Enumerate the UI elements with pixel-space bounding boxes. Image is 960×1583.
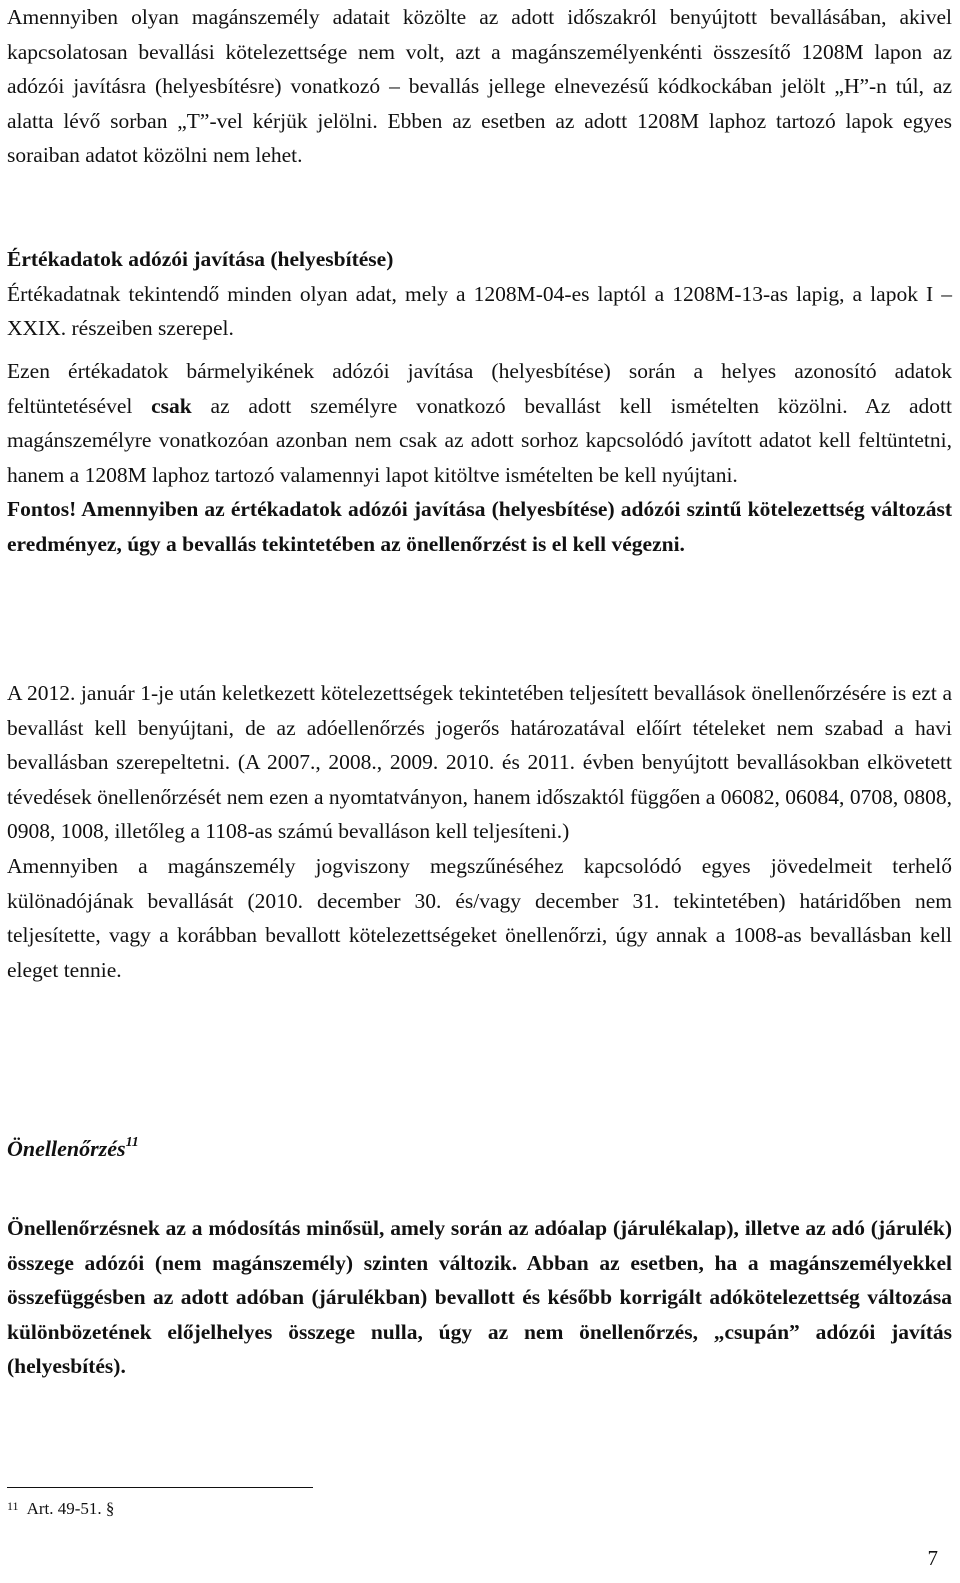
paragraph-text: Ezen értékadatok bármelyikének adózói javítása (helyesbítése) során a helyes azonosító adatok feltüntetésével bbox=[7, 359, 952, 418]
paragraph-text: Amennyiben a magánszemély jogviszony megszűnéséhez kapcsolódó egyes jövedelmeit terhelő különadójának bevallását (2010. december 30. és/vagy december 31. tekintetében) határidőben nem teljesítette, vagy a korábban bevallott kötelezettségeket önellenőrzi, úgy annak a 1008-as bevallásban kell eleget tennie. bbox=[7, 853, 952, 982]
section-title-text: Önellenőrzés bbox=[7, 1136, 126, 1161]
footnote-separator bbox=[7, 1487, 313, 1488]
paragraph-text: A 2012. január 1-je után keletkezett kötelezettségek tekintetében teljesített bevallások önellenőrzésére is ezt a bevallást kell benyújtani, de az adóellenőrzés jogerős határozatával előírt tételeket nem szabad a havi bevallásban szerepeltetni. (A 2007., 2008., 2009. 2010. és 2011. évben benyújtott bevallásokban elkövetett tévedések önellenőrzését nem ezen a nyomtatványon, hanem időszaktól függően a 06082, 06084, 0708, 0808, 0908, 1008, illetőleg a 1108-as számú bevalláson kell teljesíteni.) bbox=[7, 681, 952, 844]
footnote-number: 11 bbox=[7, 1499, 19, 1513]
footnote bbox=[7, 1497, 114, 1521]
paragraph-self-revision-definition bbox=[7, 1211, 952, 1384]
paragraph-self-revision-2012 bbox=[7, 676, 952, 987]
footnote-reference: 11 bbox=[125, 1134, 139, 1150]
paragraph-value-data bbox=[7, 242, 952, 346]
footnote-text: Art. 49-51. § bbox=[26, 1499, 115, 1518]
section-title-self-revision bbox=[7, 1136, 139, 1162]
paragraph-unregistered-person bbox=[7, 0, 952, 173]
page-number: 7 bbox=[927, 1546, 938, 1570]
paragraph-correction-procedure bbox=[7, 354, 952, 562]
important-note: Fontos! Amennyiben az értékadatok adózói javítása (helyesbítése) adózói szintű kötelezettség változást eredményez, úgy a bevallás tekintetében az önellenőrzést is el kell végezni. bbox=[7, 497, 952, 556]
section-heading-value-data-correction: Értékadatok adózói javítása (helyesbítése) bbox=[7, 247, 394, 271]
emphasis-csak: csak bbox=[151, 393, 192, 418]
paragraph-text: Amennyiben olyan magánszemély adatait közölte az adott időszakról benyújtott bevallásában, akivel kapcsolatosan bevallási kötelezettsége nem volt, azt a magánszemélyenkénti összesítő 1208M lapon az adózói javításra (helyesbítésre) vonatkozó – bevallás jellege elnevezésű kódkockában jelölt „H”-n túl, az alatta lévő sorban „T”-vel kérjük jelölni. Ebben az esetben az adott 1208M laphoz tartozó lapok egyes soraiban adatot közölni nem lehet. bbox=[7, 5, 952, 168]
paragraph-text: Önellenőrzésnek az a módosítás minősül, amely során az adóalap (járulékalap), illetve az adó (járulék) összege adózói (nem magánszemély) szinten változik. Abban az esetben, ha a magánszemélyekkel összefüggésben az adott adóban (járulékban) bevallott és később korrigált adókötelezettség változása különbözetének előjelhelyes összege nulla, úgy az nem önellenőrzés, „csupán” adózói javítás (helyesbítés). bbox=[7, 1216, 952, 1379]
paragraph-text: Értékadatnak tekintendő minden olyan adat, mely a 1208M-04-es laptól a 1208M-13-as lapig, a lapok I – XXIX. részeiben szerepel. bbox=[7, 281, 952, 341]
paragraph-text: az adott személyre vonatkozó bevallást kell ismételten közölni. Az adott magánszemélyre vonatkozóan azonban nem csak az adott sorhoz kapcsolódó javított adatot kell feltüntetni, hanem a 1208M laphoz tartozó valamennyi lapot kitöltve ismételten be kell nyújtani. bbox=[7, 393, 952, 487]
